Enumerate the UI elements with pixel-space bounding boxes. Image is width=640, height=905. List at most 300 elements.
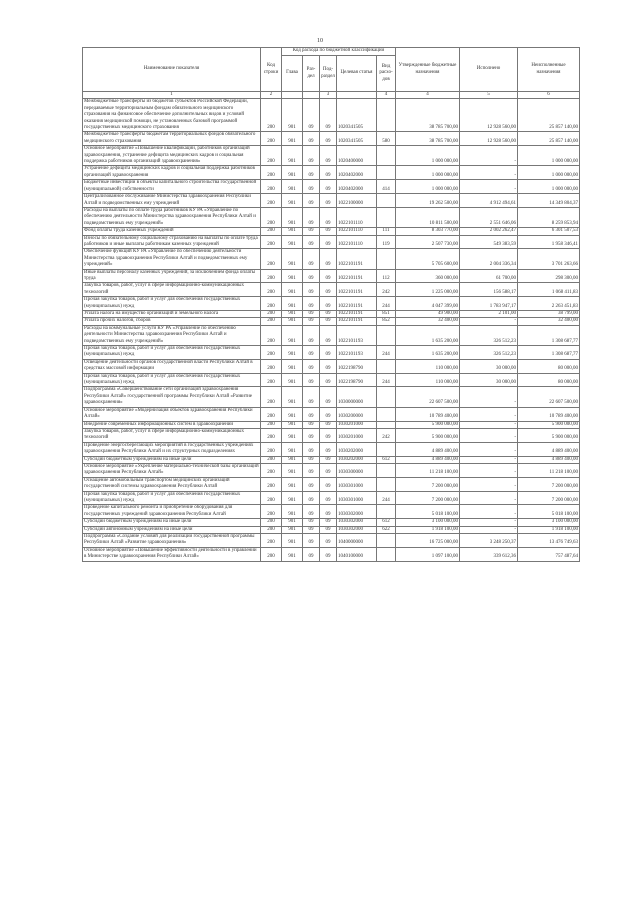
row-code: 200 bbox=[261, 387, 282, 407]
row-unexecuted: 8 259 853,94 bbox=[518, 207, 580, 227]
row-razdel: 09 bbox=[303, 99, 320, 132]
row-razdel: 09 bbox=[303, 166, 320, 180]
header-approved: Утвержденные бюджетные назначения bbox=[396, 48, 460, 92]
row-name: Субсидии бюджетным учреждениям на иные цели bbox=[83, 456, 261, 463]
table-row bbox=[83, 346, 580, 360]
row-target-article: 1022101191 bbox=[337, 269, 377, 283]
table-row bbox=[83, 194, 580, 208]
row-approved: 110 000,00 bbox=[396, 373, 460, 387]
col-index bbox=[282, 92, 303, 99]
row-executed: - bbox=[460, 180, 518, 194]
row-glava: 901 bbox=[282, 505, 303, 519]
row-expense-type bbox=[377, 207, 396, 227]
row-target-article: 1030302000 bbox=[337, 526, 377, 533]
row-name: Основное мероприятие «Модернизация объектов здравоохранения Республики Алтай» bbox=[83, 407, 261, 421]
row-glava: 901 bbox=[282, 359, 303, 373]
row-executed: - bbox=[460, 407, 518, 421]
row-razdel: 09 bbox=[303, 359, 320, 373]
row-expense-type bbox=[377, 387, 396, 407]
row-expense-type bbox=[377, 166, 396, 180]
row-code: 200 bbox=[261, 346, 282, 360]
row-unexecuted: 3 701 263,66 bbox=[518, 249, 580, 269]
row-podrazdel: 09 bbox=[320, 207, 337, 227]
row-executed: 30 000,00 bbox=[460, 373, 518, 387]
row-glava: 901 bbox=[282, 477, 303, 491]
row-executed: 3 248 250,37 bbox=[460, 534, 518, 548]
row-name: Проведение капитального ремонта и приобретение оборудования для государственных учреждений здравоохранения Республики Алтай bbox=[83, 505, 261, 519]
row-glava: 901 bbox=[282, 228, 303, 235]
row-name: Расходы на коммунальные услуги КУ РА «Управление по обеспечению деятельности Министерства здравоохранения Республики Алтай и подведомственных ему учреждений» bbox=[83, 325, 261, 345]
row-glava: 901 bbox=[282, 99, 303, 132]
row-code: 200 bbox=[261, 421, 282, 428]
row-approved: 49 900,00 bbox=[396, 311, 460, 318]
row-code: 200 bbox=[261, 311, 282, 318]
row-executed: 4 912 494,61 bbox=[460, 194, 518, 208]
col-index: 3 bbox=[320, 92, 337, 99]
row-target-article: 1020402000 bbox=[337, 166, 377, 180]
row-name: Взносы по обязательному социальному страхованию на выплаты по оплате труда работников и иные выплаты работникам казенных учреждений bbox=[83, 235, 261, 249]
row-name: Закупка товаров, работ, услуг в сфере информационно-коммуникационных технологий bbox=[83, 428, 261, 442]
row-expense-type bbox=[377, 463, 396, 477]
row-razdel: 09 bbox=[303, 297, 320, 311]
row-code: 200 bbox=[261, 442, 282, 456]
row-code: 200 bbox=[261, 526, 282, 533]
row-unexecuted: 5 018 100,00 bbox=[518, 505, 580, 519]
row-approved: 5 705 600,00 bbox=[396, 249, 460, 269]
row-code: 200 bbox=[261, 283, 282, 297]
table-row bbox=[83, 166, 580, 180]
row-code: 200 bbox=[261, 207, 282, 227]
row-target-article: 1030302000 bbox=[337, 519, 377, 526]
row-podrazdel: 09 bbox=[320, 491, 337, 505]
row-executed: 2 002 262,47 bbox=[460, 228, 518, 235]
row-name: Прочая закупка товаров, работ и услуг для обеспечения государственных (муниципальных) нужд bbox=[83, 297, 261, 311]
row-approved: 7 200 000,00 bbox=[396, 491, 460, 505]
row-target-article: 1022101110 bbox=[337, 235, 377, 249]
row-expense-type: 622 bbox=[377, 526, 396, 533]
row-code: 200 bbox=[261, 228, 282, 235]
row-executed: - bbox=[460, 428, 518, 442]
row-podrazdel: 09 bbox=[320, 407, 337, 421]
row-razdel: 09 bbox=[303, 235, 320, 249]
row-podrazdel: 09 bbox=[320, 387, 337, 407]
row-glava: 901 bbox=[282, 491, 303, 505]
row-razdel: 09 bbox=[303, 269, 320, 283]
row-glava: 901 bbox=[282, 269, 303, 283]
table-row bbox=[83, 318, 580, 325]
row-unexecuted: 4 889 400,00 bbox=[518, 442, 580, 456]
row-target-article: 1030300000 bbox=[337, 463, 377, 477]
row-code: 200 bbox=[261, 505, 282, 519]
row-executed: 326 512,23 bbox=[460, 325, 518, 345]
row-approved: 11 218 100,00 bbox=[396, 463, 460, 477]
row-target-article: 1022101193 bbox=[337, 325, 377, 345]
row-executed: 156 588,17 bbox=[460, 283, 518, 297]
row-podrazdel: 09 bbox=[320, 228, 337, 235]
row-glava: 901 bbox=[282, 146, 303, 166]
row-target-article: 1030301000 bbox=[337, 491, 377, 505]
row-glava: 901 bbox=[282, 325, 303, 345]
row-executed: 12 928 560,00 bbox=[460, 99, 518, 132]
table-row bbox=[83, 146, 580, 166]
table-row bbox=[83, 207, 580, 227]
row-unexecuted: 1 000 000,00 bbox=[518, 166, 580, 180]
row-glava: 901 bbox=[282, 463, 303, 477]
row-podrazdel: 09 bbox=[320, 235, 337, 249]
row-unexecuted: 1 000 000,00 bbox=[518, 146, 580, 166]
row-approved: 10 811 500,00 bbox=[396, 207, 460, 227]
row-approved: 10 789 400,00 bbox=[396, 407, 460, 421]
row-approved: 4 889 400,00 bbox=[396, 442, 460, 456]
row-code: 200 bbox=[261, 477, 282, 491]
table-row bbox=[83, 297, 580, 311]
row-razdel: 09 bbox=[303, 477, 320, 491]
row-podrazdel: 09 bbox=[320, 519, 337, 526]
row-approved: 3 100 000,00 bbox=[396, 519, 460, 526]
row-razdel: 09 bbox=[303, 249, 320, 269]
row-code: 200 bbox=[261, 166, 282, 180]
row-glava: 901 bbox=[282, 318, 303, 325]
row-target-article: 1022101191 bbox=[337, 318, 377, 325]
row-expense-type bbox=[377, 194, 396, 208]
row-approved: 1 918 100,00 bbox=[396, 526, 460, 533]
row-podrazdel: 09 bbox=[320, 318, 337, 325]
row-unexecuted: 10 789 400,00 bbox=[518, 407, 580, 421]
row-razdel: 09 bbox=[303, 421, 320, 428]
table-row bbox=[83, 373, 580, 387]
row-target-article: 1030201000 bbox=[337, 421, 377, 428]
row-unexecuted: 298 300,00 bbox=[518, 269, 580, 283]
row-executed: - bbox=[460, 421, 518, 428]
row-name: Основное мероприятие «Укрепление материально-технической базы организаций здравоохранения Республики Алтай» bbox=[84, 463, 259, 476]
row-code: 200 bbox=[261, 146, 282, 166]
row-glava: 901 bbox=[282, 534, 303, 548]
row-podrazdel: 09 bbox=[320, 249, 337, 269]
table-row bbox=[83, 311, 580, 318]
header-unexecuted: Неисполненные назначения bbox=[518, 48, 580, 92]
row-expense-type: 242 bbox=[377, 283, 396, 297]
row-razdel: 09 bbox=[303, 534, 320, 548]
row-unexecuted: 1 068 411,83 bbox=[518, 283, 580, 297]
row-razdel: 09 bbox=[303, 456, 320, 463]
row-expense-type bbox=[377, 99, 396, 132]
row-name: Уплата налога на имущество организаций и земельного налога bbox=[83, 311, 261, 318]
row-target-article: 1020400000 bbox=[337, 146, 377, 166]
row-razdel: 09 bbox=[303, 132, 320, 146]
row-glava: 901 bbox=[282, 311, 303, 318]
row-code: 200 bbox=[261, 547, 282, 561]
row-unexecuted: 38 799,00 bbox=[518, 311, 580, 318]
row-unexecuted: 80 000,00 bbox=[518, 373, 580, 387]
row-glava: 901 bbox=[282, 373, 303, 387]
row-expense-type: 111 bbox=[377, 228, 396, 235]
row-podrazdel: 09 bbox=[320, 166, 337, 180]
row-name: Освещение деятельности органов государственной власти Республики Алтай в средствах массовой информации bbox=[83, 359, 261, 373]
table-row bbox=[83, 526, 580, 533]
row-name: Субсидии бюджетным учреждениям на иные цели bbox=[83, 519, 261, 526]
header-vid: Вид расхо-дов bbox=[377, 56, 396, 92]
row-unexecuted: 25 857 140,00 bbox=[518, 99, 580, 132]
table-row bbox=[83, 180, 580, 194]
row-razdel: 09 bbox=[303, 373, 320, 387]
row-approved: 32 400,00 bbox=[396, 318, 460, 325]
row-expense-type: 612 bbox=[377, 456, 396, 463]
row-unexecuted: 6 301 507,53 bbox=[518, 228, 580, 235]
row-unexecuted: 1 918 100,00 bbox=[518, 526, 580, 533]
row-podrazdel: 09 bbox=[320, 180, 337, 194]
row-expense-type: 112 bbox=[377, 269, 396, 283]
row-expense-type: 242 bbox=[377, 428, 396, 442]
table-row bbox=[83, 456, 580, 463]
table-row bbox=[83, 421, 580, 428]
row-glava: 901 bbox=[282, 456, 303, 463]
row-name: Межбюджетные трансферты бюджетам территориальных фондов обязательного медицинского страхования bbox=[83, 132, 261, 146]
row-razdel: 09 bbox=[303, 318, 320, 325]
row-target-article: 1022101191 bbox=[337, 311, 377, 318]
row-expense-type: 851 bbox=[377, 311, 396, 318]
row-approved: 5 018 100,00 bbox=[396, 505, 460, 519]
row-target-article: 1030202000 bbox=[337, 442, 377, 456]
table-row bbox=[83, 99, 580, 132]
row-code: 200 bbox=[261, 297, 282, 311]
row-code: 200 bbox=[261, 325, 282, 345]
row-code: 200 bbox=[261, 407, 282, 421]
row-glava: 901 bbox=[282, 407, 303, 421]
row-podrazdel: 09 bbox=[320, 421, 337, 428]
row-executed: - bbox=[460, 505, 518, 519]
table-row bbox=[83, 249, 580, 269]
row-razdel: 09 bbox=[303, 346, 320, 360]
row-expense-type: 414 bbox=[377, 180, 396, 194]
row-glava: 901 bbox=[282, 346, 303, 360]
row-expense-type bbox=[377, 407, 396, 421]
row-glava: 901 bbox=[282, 207, 303, 227]
row-unexecuted: 32 400,00 bbox=[518, 318, 580, 325]
row-podrazdel: 09 bbox=[320, 526, 337, 533]
row-code: 200 bbox=[261, 428, 282, 442]
row-expense-type: 119 bbox=[377, 235, 396, 249]
header-podrazdel: Под-раздел bbox=[320, 56, 337, 92]
budget-execution-table bbox=[82, 47, 580, 562]
row-expense-type: 244 bbox=[377, 491, 396, 505]
row-code: 200 bbox=[261, 249, 282, 269]
row-razdel: 09 bbox=[303, 325, 320, 345]
table-row bbox=[83, 269, 580, 283]
row-target-article: 1022101110 bbox=[337, 207, 377, 227]
row-approved: 19 262 500,00 bbox=[396, 194, 460, 208]
row-unexecuted: 1 958 346,41 bbox=[518, 235, 580, 249]
row-name: Расходы на выплаты по оплате труда работников КУ РА «Управление по обеспечению деятельности Министерства здравоохранения Республики Алтай и подведомственных ему учреждений» bbox=[83, 207, 261, 227]
row-executed: 2 551 646,06 bbox=[460, 207, 518, 227]
row-glava: 901 bbox=[282, 235, 303, 249]
row-razdel: 09 bbox=[303, 442, 320, 456]
row-glava: 901 bbox=[282, 166, 303, 180]
row-expense-type bbox=[377, 359, 396, 373]
row-podrazdel: 09 bbox=[320, 99, 337, 132]
row-expense-type: 612 bbox=[377, 519, 396, 526]
row-unexecuted: 757 487,64 bbox=[518, 547, 580, 561]
table-row bbox=[83, 442, 580, 456]
table-row bbox=[83, 477, 580, 491]
row-target-article: 1030200000 bbox=[337, 407, 377, 421]
row-podrazdel: 09 bbox=[320, 463, 337, 477]
row-podrazdel: 09 bbox=[320, 505, 337, 519]
row-executed: - bbox=[460, 166, 518, 180]
col-index: 4 bbox=[377, 92, 396, 99]
row-expense-type bbox=[377, 421, 396, 428]
row-code: 200 bbox=[261, 132, 282, 146]
table-row bbox=[83, 463, 580, 477]
row-podrazdel: 09 bbox=[320, 547, 337, 561]
header-target: Целевая статья bbox=[337, 56, 377, 92]
col-index bbox=[303, 92, 320, 99]
row-expense-type: 580 bbox=[377, 132, 396, 146]
row-approved: 4 047 399,00 bbox=[396, 297, 460, 311]
row-approved: 7 200 000,00 bbox=[396, 477, 460, 491]
row-razdel: 09 bbox=[303, 311, 320, 318]
row-razdel: 09 bbox=[303, 228, 320, 235]
row-glava: 901 bbox=[282, 249, 303, 269]
row-approved: 38 785 700,00 bbox=[396, 132, 460, 146]
row-name: Иные выплаты персоналу казенных учреждений, за исключением фонда оплаты труда bbox=[83, 269, 261, 283]
row-expense-type bbox=[377, 477, 396, 491]
row-executed: 1 783 947,17 bbox=[460, 297, 518, 311]
row-approved: 1 000 000,00 bbox=[396, 146, 460, 166]
row-expense-type bbox=[377, 547, 396, 561]
row-podrazdel: 09 bbox=[320, 428, 337, 442]
row-unexecuted: 5 900 000,00 bbox=[518, 428, 580, 442]
row-target-article: 1022198790 bbox=[337, 359, 377, 373]
header-budget-classification: Код расхода по бюджетной классификации bbox=[282, 48, 396, 56]
row-target-article: 1030201000 bbox=[337, 428, 377, 442]
row-expense-type bbox=[377, 534, 396, 548]
row-approved: 110 000,00 bbox=[396, 359, 460, 373]
row-unexecuted: 7 200 000,00 bbox=[518, 477, 580, 491]
row-name: Фонд оплаты труда казенных учреждений bbox=[83, 228, 261, 235]
row-name: Подпрограмма «Совершенствование сети организаций здравоохранения Республики Алтай» государственной программы Республики Алтай «Развитие здравоохранения» bbox=[83, 387, 261, 407]
table-row bbox=[83, 228, 580, 235]
row-approved: 1 000 000,00 bbox=[396, 180, 460, 194]
row-glava: 901 bbox=[282, 132, 303, 146]
row-unexecuted: 5 900 000,00 bbox=[518, 421, 580, 428]
row-target-article: 1040100000 bbox=[337, 547, 377, 561]
row-code: 200 bbox=[261, 463, 282, 477]
row-expense-type bbox=[377, 325, 396, 345]
row-code: 200 bbox=[261, 180, 282, 194]
row-unexecuted: 1 308 687,77 bbox=[518, 346, 580, 360]
row-unexecuted: 3 100 000,00 bbox=[518, 519, 580, 526]
row-approved: 38 785 700,00 bbox=[396, 99, 460, 132]
row-code: 200 bbox=[261, 269, 282, 283]
row-expense-type: 244 bbox=[377, 297, 396, 311]
row-razdel: 09 bbox=[303, 180, 320, 194]
row-approved: 1 097 100,00 bbox=[396, 547, 460, 561]
col-index: 6 bbox=[518, 92, 580, 99]
row-approved: 16 725 000,00 bbox=[396, 534, 460, 548]
row-podrazdel: 09 bbox=[320, 442, 337, 456]
row-razdel: 09 bbox=[303, 428, 320, 442]
row-target-article: 1030301000 bbox=[337, 477, 377, 491]
row-podrazdel: 09 bbox=[320, 194, 337, 208]
table-row bbox=[83, 534, 580, 548]
row-executed: - bbox=[460, 456, 518, 463]
table-row bbox=[83, 407, 580, 421]
row-approved: 5 900 000,00 bbox=[396, 421, 460, 428]
header-row-code: Код строки bbox=[261, 48, 282, 92]
row-name: Основное мероприятие «Повышение эффективности деятельности в управлении в Министерстве здравоохранения Республики Алтай» bbox=[83, 547, 261, 561]
row-target-article: 1022101110 bbox=[337, 228, 377, 235]
row-razdel: 09 bbox=[303, 526, 320, 533]
table-body bbox=[83, 99, 580, 561]
row-target-article: 1022101191 bbox=[337, 297, 377, 311]
row-approved: 2 507 730,00 bbox=[396, 235, 460, 249]
row-expense-type: 244 bbox=[377, 373, 396, 387]
row-podrazdel: 09 bbox=[320, 477, 337, 491]
row-name: Прочая закупка товаров, работ и услуг для обеспечения государственных (муниципальных) нужд bbox=[83, 373, 261, 387]
row-podrazdel: 09 bbox=[320, 297, 337, 311]
row-name: Уплата прочих налогов, сборов bbox=[83, 318, 261, 325]
row-executed: - bbox=[460, 442, 518, 456]
row-name: Бюджетные инвестиции в объекты капитального строительства государственной (муниципальной) собственности bbox=[83, 180, 261, 194]
row-executed: - bbox=[460, 526, 518, 533]
row-glava: 901 bbox=[282, 428, 303, 442]
row-target-article: 1022100000 bbox=[337, 194, 377, 208]
table-row bbox=[83, 519, 580, 526]
row-code: 200 bbox=[261, 99, 282, 132]
table-row bbox=[83, 505, 580, 519]
row-podrazdel: 09 bbox=[320, 132, 337, 146]
row-code: 200 bbox=[261, 194, 282, 208]
row-name: Проведение энергосберегающих мероприятий в государственных учреждениях здравоохранения Республики Алтай и их структурных подразделениях bbox=[83, 442, 261, 456]
row-code: 200 bbox=[261, 359, 282, 373]
row-approved: 1 635 200,00 bbox=[396, 346, 460, 360]
row-glava: 901 bbox=[282, 526, 303, 533]
row-unexecuted: 7 200 000,00 bbox=[518, 491, 580, 505]
row-name: Субсидии автономным учреждениям на иные цели bbox=[83, 526, 261, 533]
table-row bbox=[83, 359, 580, 373]
row-name: Обеспечение функций КУ РА «Управление по обеспечению деятельности Министерства здравоохранения Республики Алтай и подведомственных ему учреждений» bbox=[83, 249, 261, 269]
row-expense-type: 852 bbox=[377, 318, 396, 325]
header-name: Наименование показателя bbox=[83, 48, 261, 92]
row-expense-type bbox=[377, 505, 396, 519]
row-unexecuted: 13 476 749,63 bbox=[518, 534, 580, 548]
row-executed: - bbox=[460, 387, 518, 407]
col-index: 5 bbox=[460, 92, 518, 99]
row-approved: 4 889 400,00 bbox=[396, 456, 460, 463]
table-row bbox=[83, 283, 580, 297]
row-executed: - bbox=[460, 519, 518, 526]
row-expense-type bbox=[377, 249, 396, 269]
row-executed: - bbox=[460, 318, 518, 325]
row-unexecuted: 25 857 140,00 bbox=[518, 132, 580, 146]
row-podrazdel: 09 bbox=[320, 146, 337, 166]
row-unexecuted: 11 218 100,00 bbox=[518, 463, 580, 477]
row-razdel: 09 bbox=[303, 491, 320, 505]
row-razdel: 09 bbox=[303, 547, 320, 561]
row-target-article: 1020341505 bbox=[337, 99, 377, 132]
row-executed: 2 004 336,34 bbox=[460, 249, 518, 269]
row-razdel: 09 bbox=[303, 519, 320, 526]
header-glava: Глава bbox=[282, 56, 303, 92]
table-row bbox=[83, 387, 580, 407]
row-glava: 901 bbox=[282, 194, 303, 208]
row-code: 200 bbox=[261, 491, 282, 505]
header-razdel: Раз-дел bbox=[303, 56, 320, 92]
col-index: 2 bbox=[261, 92, 282, 99]
header-executed: Исполнено bbox=[460, 48, 518, 92]
row-razdel: 09 bbox=[303, 407, 320, 421]
row-executed: 326 512,23 bbox=[460, 346, 518, 360]
